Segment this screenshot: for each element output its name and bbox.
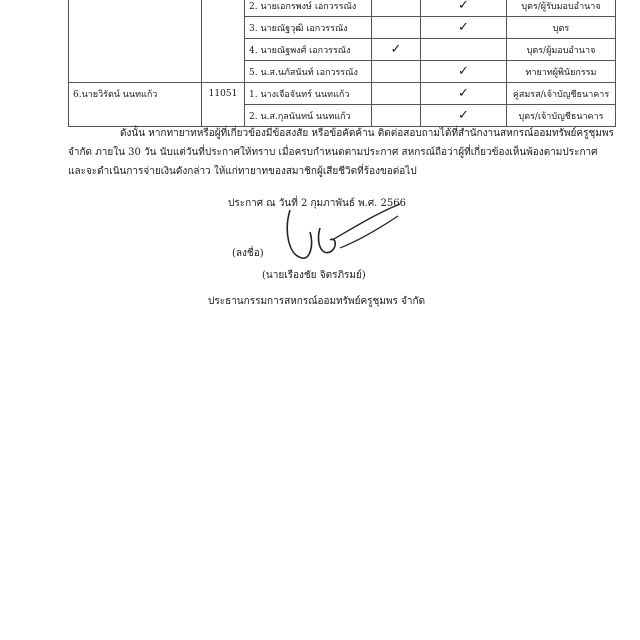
member-name-cell <box>69 39 202 61</box>
check-cell: ✓ <box>421 61 507 83</box>
heir-name-cell: 4. นายณัฐพงศ์ เอกวรรณัง <box>245 39 372 61</box>
table-row <box>69 17 616 39</box>
relation-cell: บุตร/เจ้าบัญชีธนาคาร <box>507 105 616 127</box>
member-code-cell <box>202 61 245 83</box>
member-code-cell: 11051 <box>202 83 245 105</box>
heirs-table <box>68 0 616 127</box>
member-name-cell <box>69 61 202 83</box>
handwritten-signature <box>280 200 420 270</box>
table-row <box>69 39 616 61</box>
signature-label: (ลงชื่อ) <box>232 248 264 259</box>
heir-name-cell: 2. นายเอกรพงษ์ เอกวรรณัง <box>245 0 372 17</box>
heir-name-cell: 2. น.ส.กุลนันทน์ นนทแก้ว <box>245 105 372 127</box>
member-name-cell <box>69 0 202 17</box>
member-name-cell: 6.นายวิรัตน์ นนทแก้ว <box>69 83 202 105</box>
heir-name-cell: 1. นางเจือจันทร์ นนทแก้ว <box>245 83 372 105</box>
announcement-date: ประกาศ ณ วันที่ 2 กุมภาพันธ์ พ.ศ. 2566 <box>228 198 406 209</box>
signer-name: (นายเรืองชัย จิตรภิรมย์) <box>262 270 366 281</box>
signer-title: ประธานกรรมการสหกรณ์ออมทรัพย์ครูชุมพร จำกัด <box>208 296 426 307</box>
relation-cell: ทายาทผู้พินัยกรรม <box>507 61 616 83</box>
member-name-cell <box>69 17 202 39</box>
check-cell: ✓ <box>421 83 507 105</box>
check-cell <box>372 0 421 17</box>
member-code-cell <box>202 0 245 17</box>
heir-name-cell: 3. นายณัฐวุฒิ เอกวรรณัง <box>245 17 372 39</box>
check-cell: ✓ <box>421 0 507 17</box>
relation-cell: บุตร/ผู้มอบอำนาจ <box>507 39 616 61</box>
check-cell <box>372 61 421 83</box>
relation-cell: บุตร/ผู้รับมอบอำนาจ <box>507 0 616 17</box>
table-row <box>69 61 616 83</box>
check-cell <box>372 83 421 105</box>
table-row <box>69 0 616 17</box>
check-cell: ✓ <box>421 17 507 39</box>
check-cell <box>421 39 507 61</box>
heir-name-cell: 5. น.ส.นภัสนันท์ เอกวรรณัง <box>245 61 372 83</box>
check-cell: ✓ <box>421 105 507 127</box>
announcement-paragraph: ดังนั้น หากทายาทหรือผู้ที่เกี่ยวข้องมีข้อสงสัย หรือข้อคัดค้าน ติดต่อสอบถามได้ที่สำนักงานสหกรณ์ออมทรัพย์ครูชุมพร จำกัด ภายใน 30 วัน นับแต่วันที่ประกาศให้ทราบ เมื่อครบกำหนดตามประกาศ สหกรณ์ถือว่าผู้ที่เกี่ยวข้องเห็นพ้องตามประกาศ และจะดำเนินการจ่ายเงินดังกล่าว ให้แก่ทายาทของสมาชิกผู้เสียชีวิตที่ร้องขอต่อไป <box>68 128 614 177</box>
relation-cell: คู่สมรส/เจ้าบัญชีธนาคาร <box>507 83 616 105</box>
check-cell: ✓ <box>372 39 421 61</box>
member-code-cell <box>202 39 245 61</box>
member-code-cell <box>202 17 245 39</box>
check-cell <box>372 17 421 39</box>
table-row <box>69 83 616 105</box>
relation-cell: บุตร <box>507 17 616 39</box>
